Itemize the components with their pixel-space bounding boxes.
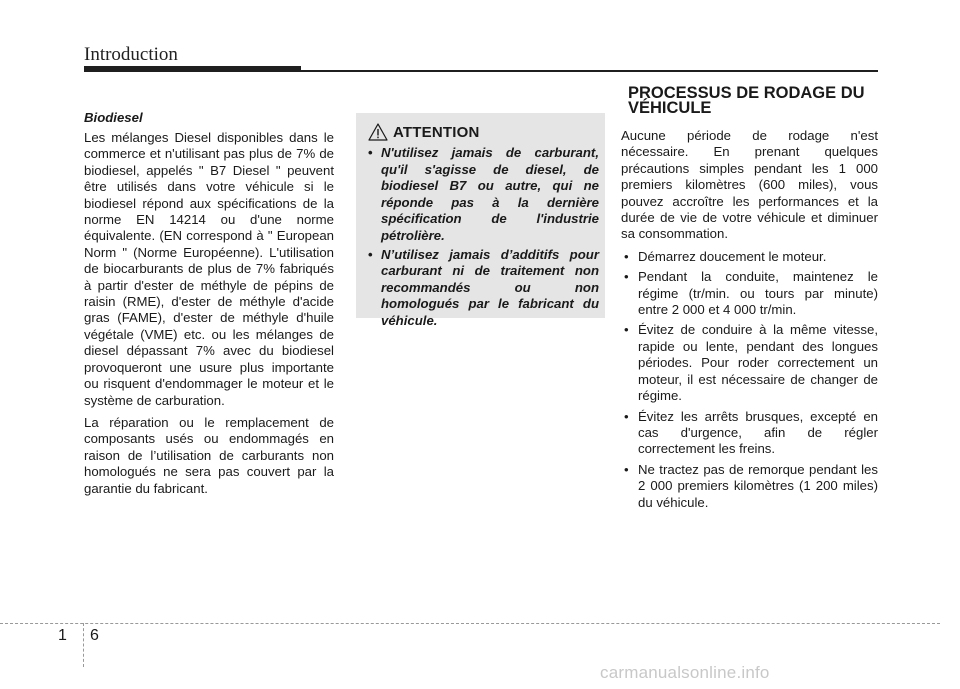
list-item (621, 462, 878, 511)
left-column (84, 110, 334, 503)
list-item (621, 322, 878, 404)
header-rule-thick (84, 66, 301, 72)
bullet-icon: • (624, 322, 629, 338)
footer-vertical-divider (83, 623, 84, 667)
bullet-icon: • (368, 246, 373, 262)
attention-item (366, 145, 599, 245)
bullet-icon: • (624, 461, 629, 477)
list-item-text: Démarrez doucement le moteur. (638, 248, 827, 264)
bullet-icon: • (368, 145, 373, 160)
list-item (621, 269, 878, 318)
watermark: carmanualsonline.info (600, 663, 770, 682)
attention-item (366, 247, 599, 330)
chapter-number: 1 (58, 627, 67, 644)
page-number: 6 (90, 627, 99, 644)
bullet-icon: • (624, 408, 629, 424)
break-in-intro: Aucune période de rodage n'est nécessaire. En prenant quelques précautions simples pendant les 1 000 premiers kilomètres (600 miles), vous pouvez accroître les performances et la durée de vie de votre véhicule et diminuer sa consommation. (621, 128, 878, 242)
list-item (621, 409, 878, 458)
list-item (621, 249, 878, 265)
warning-triangle-icon (368, 123, 388, 141)
attention-list (366, 145, 599, 332)
attention-box (356, 113, 605, 328)
list-item-text: Évitez de conduire à la même vitesse, rapide ou lente, pendant des longues périodes. Pour roder correctement un moteur, il est nécessaire de changer de régime. (638, 322, 878, 404)
bullet-icon: • (624, 269, 629, 285)
bullet-icon: • (624, 248, 629, 264)
break-in-heading: PROCESSUS DE RODAGE DU VÉHICULE (628, 84, 865, 117)
header-rule-thin (301, 70, 878, 72)
biodiesel-paragraph-1: Les mélanges Diesel disponibles dans le commerce et n'utilisant pas plus de 7% de biodiesel, appelés " B7 Diesel " peuvent être utilisés dans votre véhicule si le biodiesel répond aux spécifications de la norme EN 14214 ou d'une norme équivalente. (EN correspond à " European Norm " (Norme Européenne). L'utilisation de biocarburants de plus de 7% fabriqués à partir d'ester de méthyle de pépins de raisin (RME), d'ester de méthyle d'acide gras (FAME), d'ester de méthyle d'huile végétale (VME) etc. ou les mélanges de diesel dépassant 7% avec du biodiesel provoqueront une usure plus importante ou risquent d'endommager le moteur et le système de carburation. (84, 130, 334, 408)
footer-divider (0, 623, 940, 624)
list-item-text: Ne tractez pas de remorque pendant les 2 000 premiers kilomètres (1 200 miles) du véhicule. (638, 461, 878, 510)
list-item-text: Pendant la conduite, maintenez le régime (tr/min. ou tours par minute) entre 2 000 et 4 000 tr/min. (638, 269, 878, 318)
biodiesel-subheading: Biodiesel (84, 110, 143, 125)
attention-item-text: N'utilisez jamais de carburant, qu'il s'agisse de diesel, de biodiesel B7 ou autre, qui ne réponde pas à la dernière spécification de l'industrie pétrolière. (381, 145, 599, 243)
attention-item-text: N’utilisez jamais d’additifs pour carburant ni de traitement non recommandés ou non homologués par le fabricant du véhicule. (381, 246, 599, 328)
right-column (621, 128, 878, 515)
list-item-text: Évitez les arrêts brusques, excepté en cas d'urgence, afin de régler correctement les freins. (638, 408, 878, 457)
attention-title: ATTENTION (393, 123, 480, 141)
break-in-list (621, 249, 878, 511)
biodiesel-paragraph-2: La réparation ou le remplacement de composants usés ou endommagés en raison de l’utilisation de carburants non homologués ne sera pas couvert par la garantie du fabricant. (84, 414, 334, 496)
attention-header (368, 122, 480, 142)
section-title: Introduction (84, 44, 178, 65)
